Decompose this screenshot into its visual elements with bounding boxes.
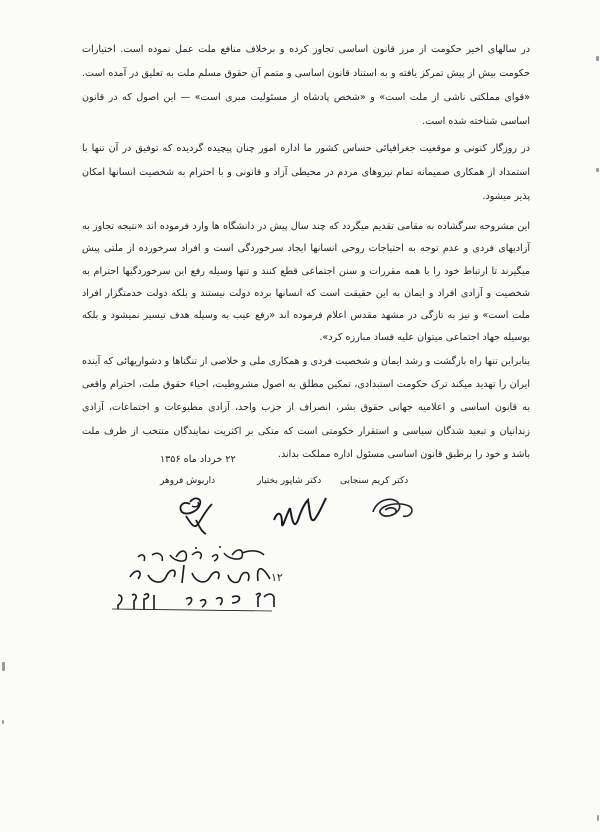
scan-speck [2, 662, 5, 671]
scan-speck [596, 168, 599, 172]
page-number: ۱۲ [271, 571, 283, 584]
signature-1 [365, 490, 425, 526]
paragraph-1: در سالهای اخیر حکومت از مرز قانون اساسی تجاوز کرده و برخلاف منافع ملت عمل نموده است. اختیارات حکومت بیش از پیش تمرکز یافته و به استناد قانون اساسی و متمم آن حقوق مسلم ملت به تعلیق در آمده است. «قوای مملکتی ناشی از ملت است» و «شخص پادشاه از مسئولیت مبری است» — این اصول که در قانون اساسی شناخته شده است. [82, 44, 530, 127]
handwritten-note [92, 535, 282, 615]
paragraph-3: این مشروحه سرگشاده به مقامی تقدیم میگردد که چند سال پیش در دانشگاه ها وارد فرموده اند «نتیجه تجاوز به آزادیهای فردی و عدم توجه به احتیاجات روحی انسانها ایجاد سرخوردگی است و افراد سرخورده از ملتی پیش میگیرند تا ارتباط خود را با همه مقررات و سنن اجتماعی قطع کنند و تنها وسیله رفع این سرخوردگیها احترام به شخصیت و آزادی افراد و ایمان به این حقیقت است که انسانها برده دولت نیستند و بلکه دولت خدمتگزار افراد ملت است» و نیز به تازگی در مشهد مقدس اعلام فرموده اند «رفع عیب به وسیله هدف تیسیر نمیشود و بلکه بوسیله جهاد اجتماعی میتوان علیه فساد مبارزه کرد». [82, 221, 530, 344]
scan-speck [596, 56, 599, 61]
signatory-name-3: داریوش فروهر [160, 476, 216, 486]
scan-speck [597, 815, 599, 821]
paragraph-2: در روزگار کنونی و موقعیت جغرافیائی حساس کشور ما اداره امور چنان پیچیده گردیده که توفیق در آن تنها با استمداد از همکاری صمیمانه تمام نیروهای مردم در محیطی آزاد و قانونی و با احترام به شخصیت انسانها امکان پذیر میشود. [82, 143, 530, 202]
paragraph-4: بنابراین تنها راه بازگشت و رشد ایمان و شخصیت فردی و همکاری ملی و خلاصی از تنگناها و دشواریهائی که آینده ایران را تهدید میکند ترک حکومت استبدادی، تمکین مطلق به اصول مشروطیت، احیاء حقوق ملت، احترام واقعی به قانون اساسی و اعلامیه جهانی حقوق بشر، انصراف از حزب واحد، آزادی مطبوعات و اجتماعات، آزادی زندانیان و تبعید شدگان سیاسی و استقرار حکومتی است که متکی بر اکثریت نمایندگان منتخب از طرف ملت باشد و خود را برطبق قانون اساسی مسئول اداره مملکت بداند. [82, 356, 530, 460]
signature-3 [172, 490, 222, 536]
scan-speck [2, 720, 4, 724]
signatory-name-2: دکتر شاپور بختیار [257, 476, 322, 486]
signatory-name-1: دکتر کریم سنجابی [340, 476, 409, 486]
signature-2 [268, 490, 334, 538]
document-date: ۲۲ خرداد ماه ۱۳۵۶ [160, 454, 236, 465]
